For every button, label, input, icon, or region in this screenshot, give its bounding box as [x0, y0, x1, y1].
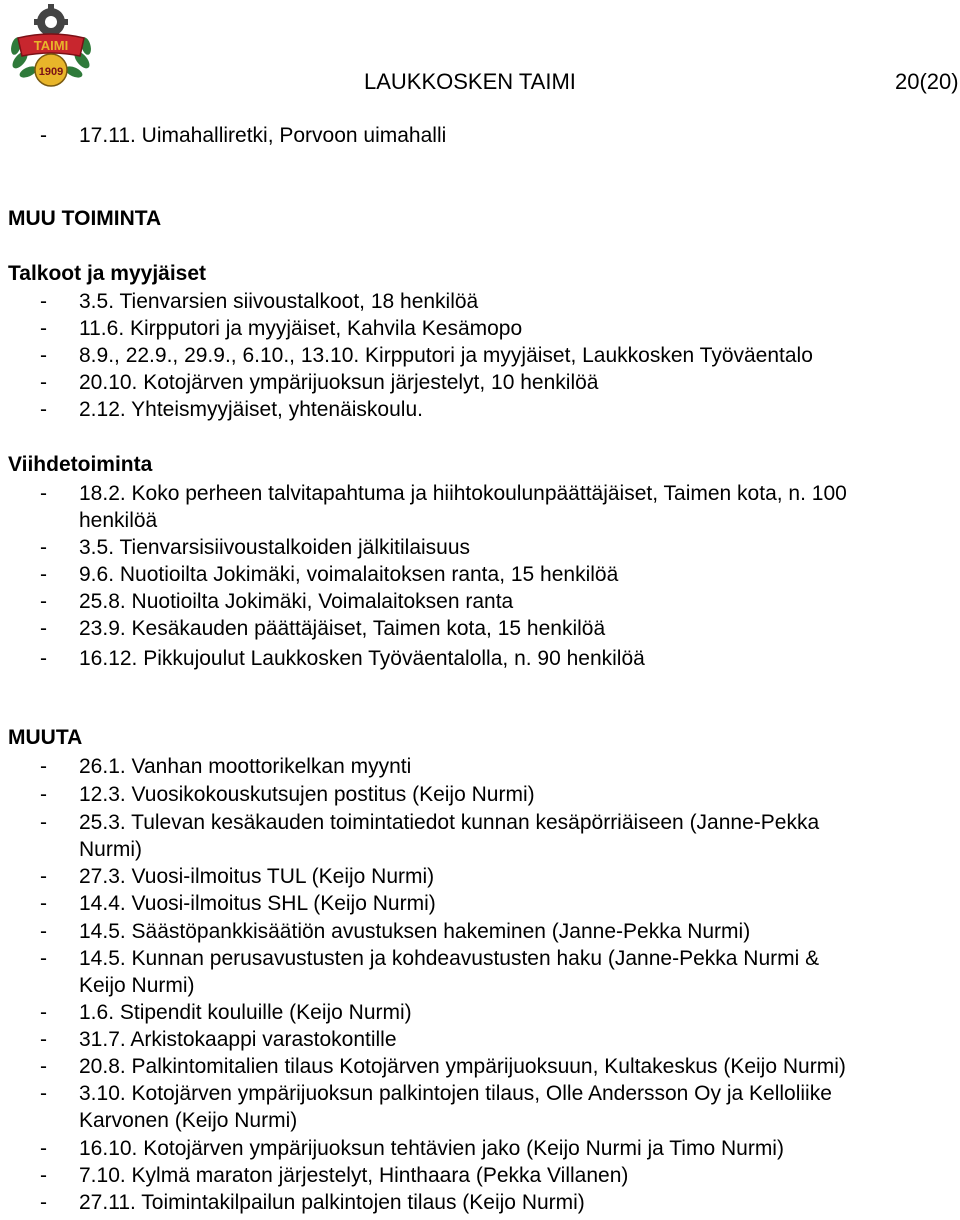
list-item-text: 3.5. Tienvarsien siivoustalkoot, 18 henkilöä	[79, 290, 479, 313]
list-item-text: 14.5. Säästöpankkisäätiön avustuksen hakeminen (Janne-Pekka Nurmi)	[79, 920, 751, 943]
list-item-text: 7.10. Kylmä maraton järjestelyt, Hinthaara (Pekka Villanen)	[79, 1164, 629, 1187]
list-dash: -	[40, 617, 47, 640]
list-item-text: 2.12. Yhteismyyjäiset, yhtenäiskoulu.	[79, 398, 423, 421]
list-item-text: 27.3. Vuosi-ilmoitus TUL (Keijo Nurmi)	[79, 865, 435, 888]
list-dash: -	[40, 563, 47, 586]
list-item-text: 27.11. Toimintakilpailun palkintojen tilaus (Keijo Nurmi)	[79, 1191, 585, 1214]
list-item-text: 3.10. Kotojärven ympärijuoksun palkintojen tilaus, Olle Andersson Oy ja Kelloliike	[79, 1082, 832, 1105]
list-item-text: 14.4. Vuosi-ilmoitus SHL (Keijo Nurmi)	[79, 892, 436, 915]
list-dash: -	[40, 344, 47, 367]
subheading-talkoot: Talkoot ja myyjäiset	[8, 262, 207, 285]
list-item-text: 18.2. Koko perheen talvitapahtuma ja hiihtokoulunpäättäjäiset, Taimen kota, n. 100	[79, 482, 847, 505]
list-item-text: Karvonen (Keijo Nurmi)	[79, 1109, 298, 1132]
list-item-text: 16.12. Pikkujoulut Laukkosken Työväentalolla, n. 90 henkilöä	[79, 647, 645, 670]
list-item-text: Keijo Nurmi)	[79, 974, 195, 997]
list-dash: -	[40, 783, 47, 806]
list-item-text: 8.9., 22.9., 29.9., 6.10., 13.10. Kirpputori ja myyjäiset, Laukkosken Työväentalo	[79, 344, 813, 367]
list-dash: -	[40, 1164, 47, 1187]
list-item-text: 12.3. Vuosikokouskutsujen postitus (Keijo Nurmi)	[79, 783, 535, 806]
list-dash: -	[40, 536, 47, 559]
list-item-text: Nurmi)	[79, 838, 142, 861]
list-item-text: 17.11. Uimahalliretki, Porvoon uimahalli	[79, 124, 447, 147]
list-dash: -	[40, 647, 47, 670]
logo-year: 1909	[38, 66, 64, 78]
list-item-text: 14.5. Kunnan perusavustusten ja kohdeavustusten haku (Janne-Pekka Nurmi &	[79, 947, 820, 970]
list-item-text: 11.6. Kirpputori ja myyjäiset, Kahvila Kesämopo	[79, 317, 523, 340]
list-item-text: henkilöä	[79, 509, 158, 532]
list-item-text: 9.6. Nuotioilta Jokimäki, voimalaitoksen ranta, 15 henkilöä	[79, 563, 619, 586]
list-item-text: 25.8. Nuotioilta Jokimäki, Voimalaitoksen ranta	[79, 590, 514, 613]
list-dash: -	[40, 755, 47, 778]
list-dash: -	[40, 1137, 47, 1160]
list-item-text: 1.6. Stipendit kouluille (Keijo Nurmi)	[79, 1001, 412, 1024]
list-dash: -	[40, 371, 47, 394]
list-dash: -	[40, 892, 47, 915]
list-dash: -	[40, 124, 47, 147]
list-dash: -	[40, 398, 47, 421]
list-item-text: 23.9. Kesäkauden päättäjäiset, Taimen kota, 15 henkilöä	[79, 617, 606, 640]
list-item-text: 25.3. Tulevan kesäkauden toimintatiedot kunnan kesäpörriäiseen (Janne-Pekka	[79, 811, 820, 834]
list-dash: -	[40, 920, 47, 943]
section-heading-muu-toiminta: MUU TOIMINTA	[8, 207, 162, 230]
taimi-logo-icon	[6, 2, 96, 92]
list-item-text: 3.5. Tienvarsisiivoustalkoiden jälkitilaisuus	[79, 536, 471, 559]
document-title: LAUKKOSKEN TAIMI	[364, 69, 576, 94]
list-dash: -	[40, 1001, 47, 1024]
list-item-text: 31.7. Arkistokaappi varastokontille	[79, 1028, 397, 1051]
list-dash: -	[40, 482, 47, 505]
list-dash: -	[40, 1082, 47, 1105]
list-item-text: 26.1. Vanhan moottorikelkan myynti	[79, 755, 412, 778]
list-dash: -	[40, 1028, 47, 1051]
list-dash: -	[40, 1191, 47, 1214]
list-dash: -	[40, 947, 47, 970]
page-number: 20(20)	[895, 69, 959, 94]
list-dash: -	[40, 317, 47, 340]
list-dash: -	[40, 811, 47, 834]
list-dash: -	[40, 290, 47, 313]
section-heading-muuta: MUUTA	[8, 726, 83, 749]
list-dash: -	[40, 1055, 47, 1078]
list-item-text: 20.10. Kotojärven ympärijuoksun järjestelyt, 10 henkilöä	[79, 371, 599, 394]
logo-text: TAIMI	[33, 38, 69, 53]
list-dash: -	[40, 865, 47, 888]
list-dash: -	[40, 590, 47, 613]
list-item-text: 20.8. Palkintomitalien tilaus Kotojärven ympärijuoksuun, Kultakeskus (Keijo Nurmi)	[79, 1055, 846, 1078]
list-item-text: 16.10. Kotojärven ympärijuoksun tehtävien jako (Keijo Nurmi ja Timo Nurmi)	[79, 1137, 784, 1160]
subheading-viihdetoiminta: Viihdetoiminta	[8, 453, 153, 476]
